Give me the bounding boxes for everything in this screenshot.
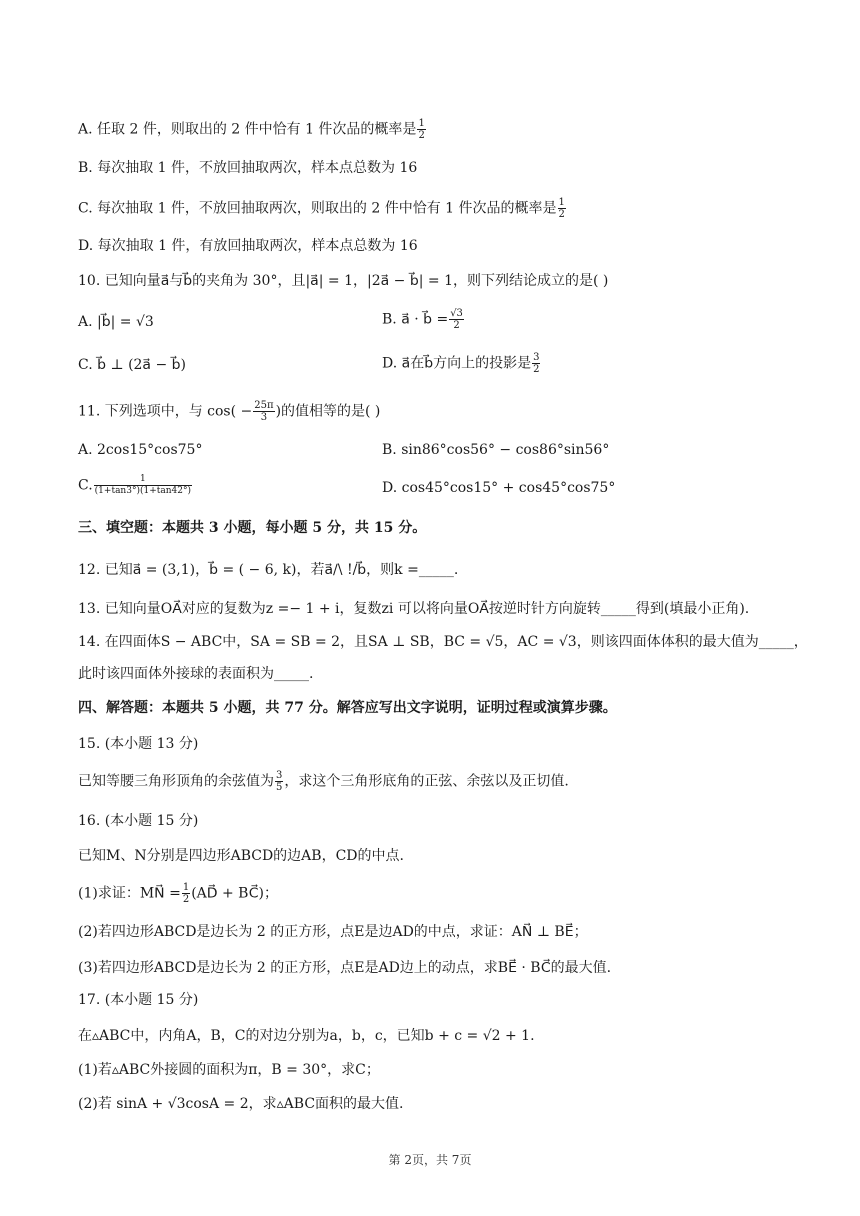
q17-part2: (2)若 sinA + √3cosA = 2，求▵ABC面积的最大值. bbox=[78, 1096, 404, 1112]
q9-option-d: D. 每次抽取 1 件，有放回抽取两次，样本点总数为 16 bbox=[78, 238, 418, 254]
fraction: $\frac{1}{2}$ bbox=[558, 197, 565, 220]
section-heading-solutions: 四、解答题：本题共 5 小题，共 77 分。解答应写出文字说明，证明过程或演算步骤。 bbox=[78, 700, 617, 716]
q9-option-c bbox=[78, 197, 567, 220]
q11-stem: 11. 下列选项中，与 cos( − $\frac{25\pi}{3}$ )的值相等的是( ) bbox=[78, 400, 381, 423]
q12: 12. 已知a⃗ = (3,1)，b⃗ = ( − 6, k)，若a⃗∕\ !/b⃗，则k =_____. bbox=[78, 562, 459, 578]
q15-body: 已知等腰三角形顶角的余弦值为 $\frac{3}{5}$ ，求这个三角形底角的正弦、余弦以及正切值. bbox=[78, 770, 569, 793]
fraction: $\frac{3}{2}$ bbox=[533, 352, 540, 375]
q11-option-c-text: C. bbox=[78, 477, 93, 494]
q9-option-b: B. 每次抽取 1 件，不放回抽取两次，样本点总数为 16 bbox=[78, 160, 418, 176]
section-heading-fill-in: 三、填空题：本题共 3 小题，每小题 5 分，共 15 分。 bbox=[78, 520, 427, 536]
q11-option-b: B. sin86°cos56° − cos86°sin56° bbox=[382, 442, 610, 458]
q10-stem: 10. 已知向量a⃗与b⃗的夹角为 30°，且|a⃗| = 1，|2a⃗ − b⃗| = 1，则下列结论成立的是( ) bbox=[78, 273, 609, 289]
q16-part2: (2)若四边形ABCD是边长为 2 的正方形，点E是边AD的中点，求证：AN⃗ ⊥ BE⃗； bbox=[78, 924, 588, 940]
page-footer: 第 2页，共 7页 bbox=[388, 1153, 472, 1167]
q17-heading: 17. (本小题 15 分) bbox=[78, 992, 199, 1008]
q10-option-d-text: D. a⃗在b⃗方向上的投影是 bbox=[382, 355, 532, 372]
fraction: $\frac{25\pi}{3}$ bbox=[254, 400, 274, 423]
q14-line2: 此时该四面体外接球的表面积为_____. bbox=[78, 666, 314, 682]
q16-part1: (1)求证：MN⃗ = $\frac{1}{2}$ (AD⃗ + BC⃗)； bbox=[78, 882, 278, 905]
q10-option-b-text: B. a⃗ · b⃗ = bbox=[382, 311, 449, 328]
q11-option-a: A. 2cos15°cos75° bbox=[78, 442, 203, 458]
q9-option-a bbox=[78, 118, 427, 141]
q16-body: 已知M、N分别是四边形ABCD的边AB，CD的中点. bbox=[78, 848, 404, 864]
fraction: $\frac{√3}{2}$ bbox=[450, 308, 463, 331]
q10-option-a: A. |b⃗| = √3 bbox=[78, 314, 154, 330]
q11-option-d: D. cos45°cos15° + cos45°cos75° bbox=[382, 480, 616, 496]
q11-option-c bbox=[78, 474, 193, 497]
q17-body: 在▵ABC中，内角A，B，C的对边分别为a，b，c，已知b + c = √2 + 1. bbox=[78, 1028, 535, 1044]
fraction: $\frac{3}{5}$ bbox=[276, 770, 283, 793]
q16-heading: 16. (本小题 15 分) bbox=[78, 813, 199, 829]
fraction: $\frac{1}{2}$ bbox=[418, 118, 425, 141]
q10-option-c: C. b⃗ ⊥ (2a⃗ − b⃗) bbox=[78, 357, 186, 373]
q14-line1: 14. 在四面体S − ABC中，SA = SB = 2，且SA ⊥ SB，BC = √5，AC = √3，则该四面体体积的最大值为_____， bbox=[78, 634, 808, 650]
fraction: $\frac{1}{(1+\tan 3^\circ)(1+\tan 42^\circ)}$ bbox=[94, 474, 191, 496]
q9-option-a-text: A. 任取 2 件，则取出的 2 件中恰有 1 件次品的概率是 bbox=[78, 121, 417, 138]
q10-option-b bbox=[382, 308, 465, 331]
q17-part1: (1)若▵ABC外接圆的面积为π，B = 30°，求C； bbox=[78, 1062, 380, 1078]
q16-part3: (3)若四边形ABCD是边长为 2 的正方形，点E是AD边上的动点，求BE⃗ · BC⃗的最大值. bbox=[78, 960, 612, 976]
q13: 13. 已知向量OA⃗对应的复数为z =− 1 + i，复数zi 可以将向量OA⃗按逆时针方向旋转_____得到(填最小正角). bbox=[78, 601, 750, 617]
q9-option-c-text: C. 每次抽取 1 件，不放回抽取两次，则取出的 2 件中恰有 1 件次品的概率是 bbox=[78, 200, 557, 217]
q15-heading: 15. (本小题 13 分) bbox=[78, 736, 199, 752]
fraction: $\frac{1}{2}$ bbox=[182, 882, 190, 905]
q10-option-d bbox=[382, 352, 541, 375]
